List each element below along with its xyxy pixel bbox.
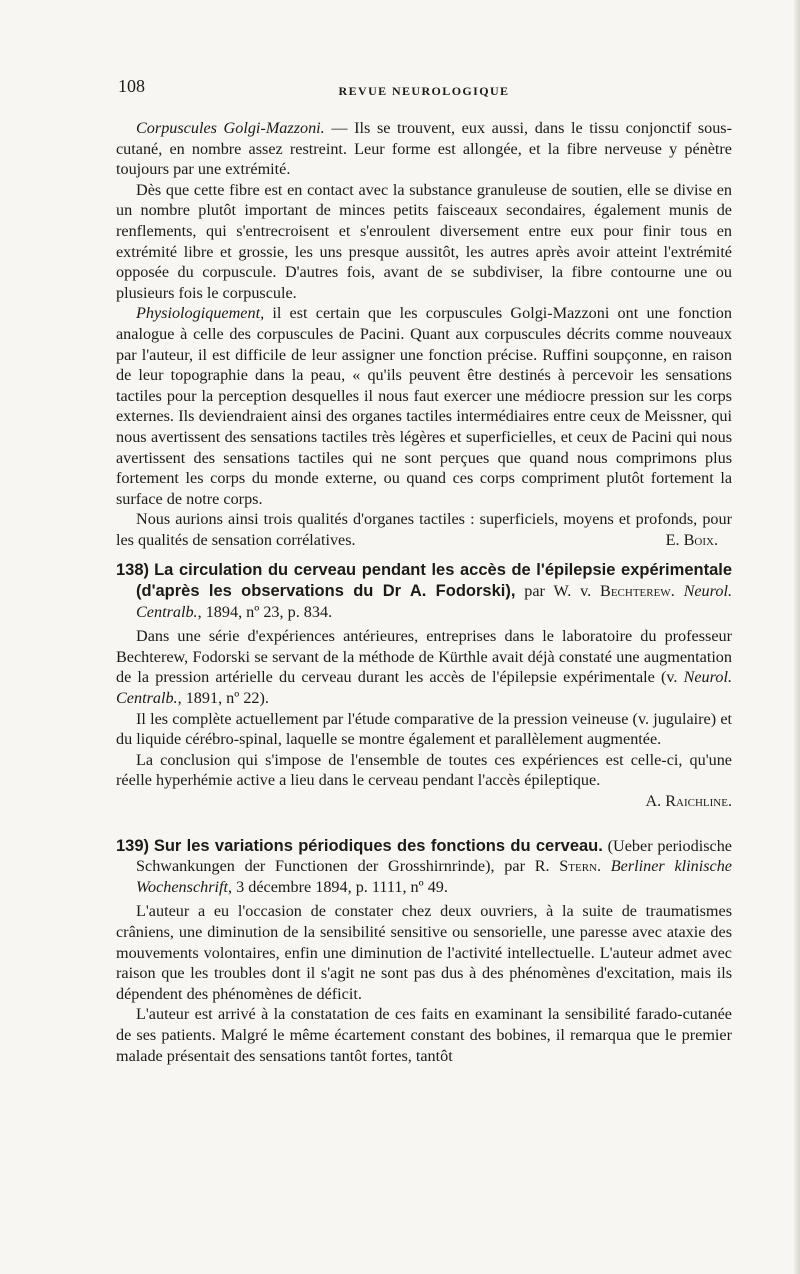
journal-name: Berliner klinische Wochenschrift bbox=[136, 857, 732, 896]
running-title: REVUE NEUROLOGIQUE bbox=[338, 84, 510, 98]
paragraph: Il les complète actuellement par l'étude comparative de la pression veineuse (v. jugulaire) et du liquide cérébro-spinal, laquelle se montre également et parallèlement augmentée. bbox=[116, 709, 732, 749]
entry-number: 139) bbox=[116, 836, 150, 855]
page-edge-shadow bbox=[794, 0, 800, 1274]
entry-title: La circulation du cerveau pendant les accès de l'épilepsie expérimentale (d'après les observations du Dr A. Fodorski), bbox=[136, 561, 733, 601]
entry-heading-138: 138) La circulation du cerveau pendant les accès de l'épilepsie expérimentale (d'après les observations du Dr A. Fodorski), par W. v. Bechterew. Neurol. Centralb., 1894, nº 23, p. 834. bbox=[116, 561, 733, 621]
paragraph: Physiologiquement, il est certain que les corpuscules Golgi-Mazzoni ont une fonction analogue à celle des corpuscules de Pacini. Quant aux corpuscules décrits comme nouveaux par l'auteur, il est difficile de leur assigner une fonction précise. Ruffini soupçonne, en raison de leur topographie dans la peau, « qu'ils peuvent être destinés à percevoir les sensations tactiles pour la perception desquelles il nous faut exercer une médiocre pression sur les corps externes. Ils deviendraient ainsi des organes tactiles intermédiaires entre ceux de Meissner, qui nous avertissent des sensations tactiles très légères et superficielles, et ceux de Pacini qui nous avertissent des sensations tactiles qui ne sont perçues que quand nous comprimons plus fortement les corps du monde externe, ou quand ces corps compriment plutôt fortement la surface de notre corps. bbox=[116, 304, 732, 508]
entry-number: 138) bbox=[116, 561, 150, 580]
signature: E. Boix. bbox=[665, 530, 718, 549]
paragraph: L'auteur a eu l'occasion de constater chez deux ouvriers, à la suite de traumatismes crâniens, une diminution de la sensibilité sensitive ou sensorielle, une paresse avec ataxie des mouvements volontaires, enfin une diminution de l'activité intellectuelle. L'auteur admet avec raison que les troubles dont il s'agit ne sont pas dus à des phénomènes d'excitation, mais ils dépendent des phénomènes de déficit. bbox=[116, 902, 732, 1003]
lead-term: Corpuscules Golgi-Mazzoni. bbox=[136, 119, 325, 137]
journal-name: Neurol. Centralb. bbox=[136, 582, 732, 621]
paragraph: Dès que cette fibre est en contact avec la substance granuleuse de soutien, elle se divise en un nombre plutôt important de minces petits faisceaux secondaires, également munis de renflements, qui s'entrecroisent et s'enroulent diversement entre eux pour finir tous en extrémité libre et grossie, les uns presque aussitôt, les autres après avoir atteint l'extrémité opposée du corpuscule. D'autres fois, avant de se subdiviser, la fibre contourne une ou plusieurs fois le corpuscule. bbox=[116, 180, 732, 302]
paragraph: L'auteur est arrivé à la constatation de ces faits en examinant la sensibilité farado-cutanée de ses patients. Malgré le même écartement constant des bobines, il remarqua que le premier malade présentait des sensations tantôt fortes, tantôt bbox=[116, 1005, 732, 1065]
lead-term: Physiologiquement, bbox=[136, 304, 265, 323]
entry-heading-139: 139) Sur les variations périodiques des fonctions du cerveau. (Ueber periodische Schwankungen der Functionen der Grosshirnrinde), par R. Stern. Berliner klinische Wochenschrift, 3 décembre 1894, p. 1111, nº 49. bbox=[116, 836, 732, 896]
entry-author: Stern bbox=[559, 857, 597, 876]
paragraph: Nous aurions ainsi trois qualités d'organes tactiles : superficiels, moyens et profonds, pour les qualités de sensation corrélatives. E. Boix. bbox=[116, 510, 732, 549]
paragraph: Corpuscules Golgi-Mazzoni. — Ils se trouvent, eux aussi, dans le tissu conjonctif sous-cutané, en nombre assez restreint. Leur forme est allongée, et la fibre nerveuse y pénètre toujours par une extrémité. bbox=[116, 119, 733, 179]
page-number: 108 bbox=[118, 76, 145, 96]
page-header bbox=[118, 76, 730, 102]
entry-title: Sur les variations périodiques des fonctions du cerveau. bbox=[153, 836, 603, 855]
paragraph: La conclusion qui s'impose de l'ensemble de toutes ces expériences est celle-ci, qu'une réelle hyperhémie active a lieu dans le cerveau pendant l'accès épileptique. bbox=[116, 750, 732, 790]
signature: A. Raichline. bbox=[645, 792, 732, 810]
entry-author: Bechterew bbox=[600, 582, 671, 601]
page-body bbox=[116, 118, 732, 1066]
paragraph: Dans une série d'expériences antérieures, entreprises dans le laboratoire du professeur Bechterew, Fodorski se servant de la méthode de Kürthle avait déjà constaté une augmentation de la pression artérielle du cerveau durant les accès de l'épilepsie expérimentale (v. Neurol. Centralb., 1891, nº 22). bbox=[116, 627, 732, 708]
